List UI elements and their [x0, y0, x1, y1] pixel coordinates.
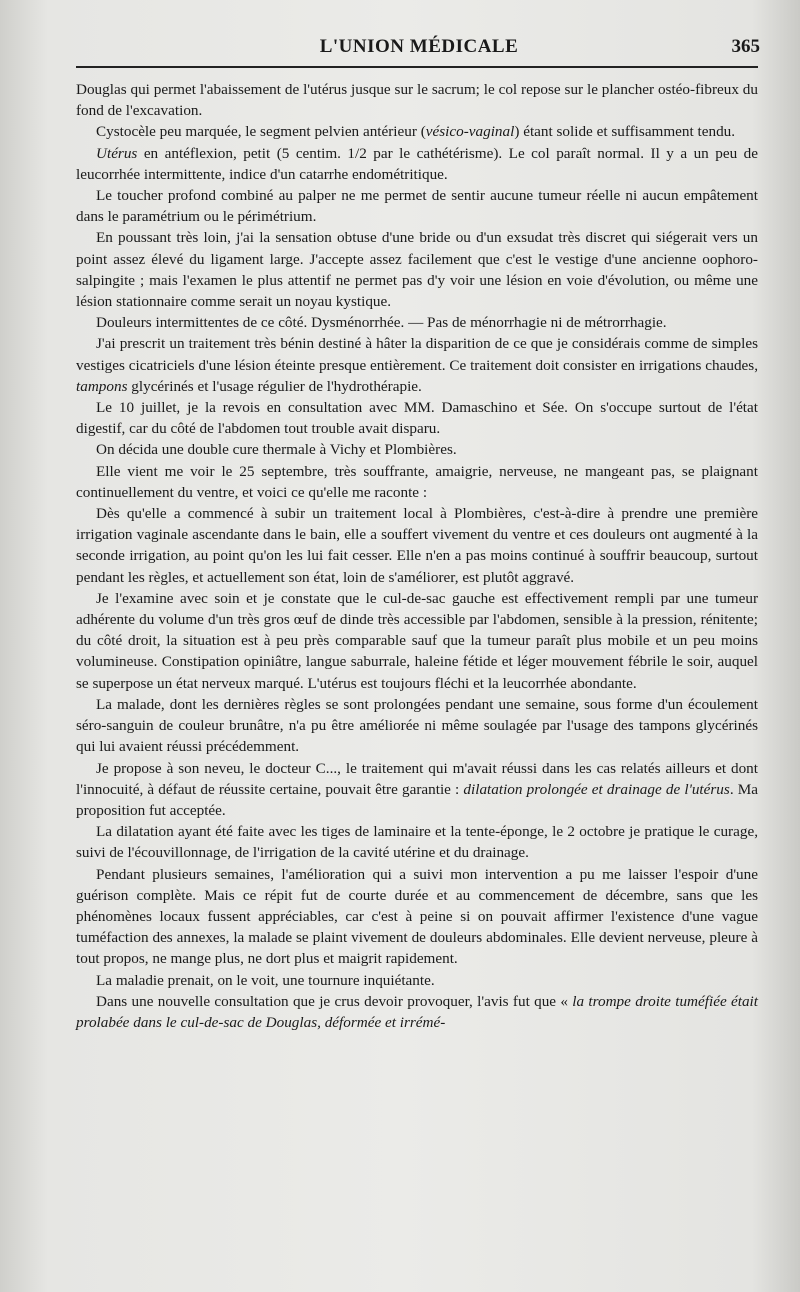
text-run: La dilatation ayant été faite avec les tiges de laminaire et la tente-éponge, le 2 octobre je pratique le curage, suivi de l'écouvillonnage, de l'irrigation de la cavité utérine et du drainage. — [76, 823, 758, 862]
text-run: J'ai prescrit un traitement très bénin destiné à hâter la disparition de ce que je considérais comme de simples vestiges cicatriciels d'une lésion éteinte presque entièrement. Ce traitement doit consister en irrigations chaudes, — [76, 335, 758, 374]
italic-text: vésico-vaginal — [425, 123, 515, 141]
text-run: en antéflexion, petit (5 centim. 1/2 par le cathétérisme). Le col paraît normal. Il y a un peu de leucorrhée intermittente, indice d'un catarrhe endométritique. — [76, 144, 758, 183]
paragraph — [76, 588, 758, 694]
italic-text: la trompe droite tuméfiée était prolabée dans le cul-de-sac de Douglas, déformée et irrémé- — [76, 992, 758, 1031]
paragraph — [76, 864, 758, 970]
text-run: Je propose à son neveu, le docteur C..., le traitement qui m'avait réussi dans les cas relatés ailleurs et dont l'innocuité, à défaut de réussite certaine, pouvait être garantie : — [76, 759, 758, 798]
text-run: glycérinés et l'usage régulier de l'hydrothérapie. — [127, 377, 422, 395]
text-run: ) étant solide et suffisamment tendu. — [514, 123, 736, 141]
text-run: Le toucher profond combiné au palper ne me permet de sentir aucune tumeur réelle ni aucun empâtement dans le paramétrium ou le périmétrium. — [76, 187, 758, 226]
text-run: Le 10 juillet, je la revois en consultation avec MM. Damaschino et Sée. On s'occupe surtout de l'état digestif, car du côté de l'abdomen tout trouble avait disparu. — [76, 399, 758, 438]
italic-text: dilatation prolongée et drainage de l'utérus — [463, 780, 730, 798]
paragraph — [76, 461, 758, 503]
running-title: L'UNION MÉDICALE — [319, 36, 519, 57]
text-run: En poussant très loin, j'ai la sensation obtuse d'une bride ou d'un exsudat très discret qui siégerait vers un point assez élevé du ligament large. J'accepte assez facilement que c'est le vestige d'une ancienne oophoro-salpingite ; mais l'examen le plus attentif ne permet pas d'y voir une lésion en voie d'évolution, ou même une lésion stationnaire comme serait un noyau kystique. — [76, 229, 758, 311]
text-run: Pendant plusieurs semaines, l'amélioration qui a suivi mon intervention a pu me laisser l'espoir d'une guérison complète. Mais ce répit fut de courte durée et au commencement de décembre, sans que les phénomènes locaux fussent appréciables, car c'est à peine si on pouvait affirmer l'existence d'une vague tuméfaction des annexes, la malade se plaint vivement de douleurs abdominales. Elle devient nerveuse, pleure à tout propos, ne mange plus, ne dort plus et maigrit rapidement. — [76, 865, 758, 968]
page-header — [78, 30, 760, 66]
text-run: Dans une nouvelle consultation que je crus devoir provoquer, l'avis fut que « — [96, 992, 573, 1010]
paragraph — [76, 185, 758, 227]
paragraph — [76, 821, 758, 863]
text-run: Elle vient me voir le 25 septembre, très souffrante, amaigrie, nerveuse, ne mangeant pas, se plaignant continuellement du ventre, et voici ce qu'elle me raconte : — [76, 462, 758, 501]
paragraph — [76, 758, 758, 822]
paragraph — [76, 439, 758, 460]
paragraph — [76, 143, 758, 185]
paragraph — [76, 991, 758, 1033]
text-run: On décida une double cure thermale à Vichy et Plombières. — [96, 441, 457, 459]
paragraph — [76, 397, 758, 439]
paragraph — [76, 970, 758, 991]
italic-text: Utérus — [96, 144, 138, 162]
header-rule — [76, 66, 758, 68]
paragraph — [76, 333, 758, 397]
text-run: Je l'examine avec soin et je constate que le cul-de-sac gauche est effectivement rempli par une tumeur adhérente du volume d'un très gros œuf de dinde très accessible par l'abdomen, sensible à la pression, rénitente; du côté droit, la situation est à peu près comparable sauf que la tumeur paraît plus mobile et un peu moins volumineuse. Constipation opiniâtre, langue saburrale, haleine fétide et léger mouvement fébrile le soir, auquel se superpose un état nerveux marqué. L'utérus est toujours fléchi et la leucorrhée abondante. — [76, 589, 758, 692]
italic-text: tampons — [76, 377, 128, 395]
paragraph — [76, 121, 758, 142]
page-number: 365 — [731, 36, 760, 57]
text-run: La malade, dont les dernières règles se sont prolongées pendant une semaine, sous forme d'un écoulement séro-sanguin de couleur brunâtre, n'a pu être améliorée ni même soulagée par l'usage des tampons glycérinés qui lui avaient réussi précédemment. — [76, 695, 758, 756]
text-run: Douleurs intermittentes de ce côté. Dysménorrhée. — Pas de ménorrhagie ni de métrorrhagie. — [96, 314, 667, 332]
text-run: . Ma proposition fut acceptée. — [76, 780, 758, 819]
paragraph — [76, 79, 758, 121]
body-text — [76, 79, 758, 1033]
text-run: Dès qu'elle a commencé à subir un traitement local à Plombières, c'est-à-dire à prendre une première irrigation vaginale ascendante dans le bain, elle a souffert vivement du ventre et ces douleurs ont augmenté à la seconde irrigation, au point qu'on les lui fait cesser. Elle n'en a pas moins continué à souffrir beaucoup, surtout pendant les règles, et actuellement son état, loin de s'améliorer, est plutôt aggravé. — [76, 505, 758, 586]
paragraph — [76, 227, 758, 312]
text-run: Douglas qui permet l'abaissement de l'utérus jusque sur le sacrum; le col repose sur le plancher ostéo-fibreux du fond de l'excavation. — [76, 81, 758, 120]
paragraph — [76, 694, 758, 758]
text-run: La maladie prenait, on le voit, une tournure inquiétante. — [96, 971, 435, 989]
text-run: Cystocèle peu marquée, le segment pelvien antérieur ( — [96, 123, 426, 141]
paragraph — [76, 503, 758, 588]
paragraph — [76, 312, 758, 333]
